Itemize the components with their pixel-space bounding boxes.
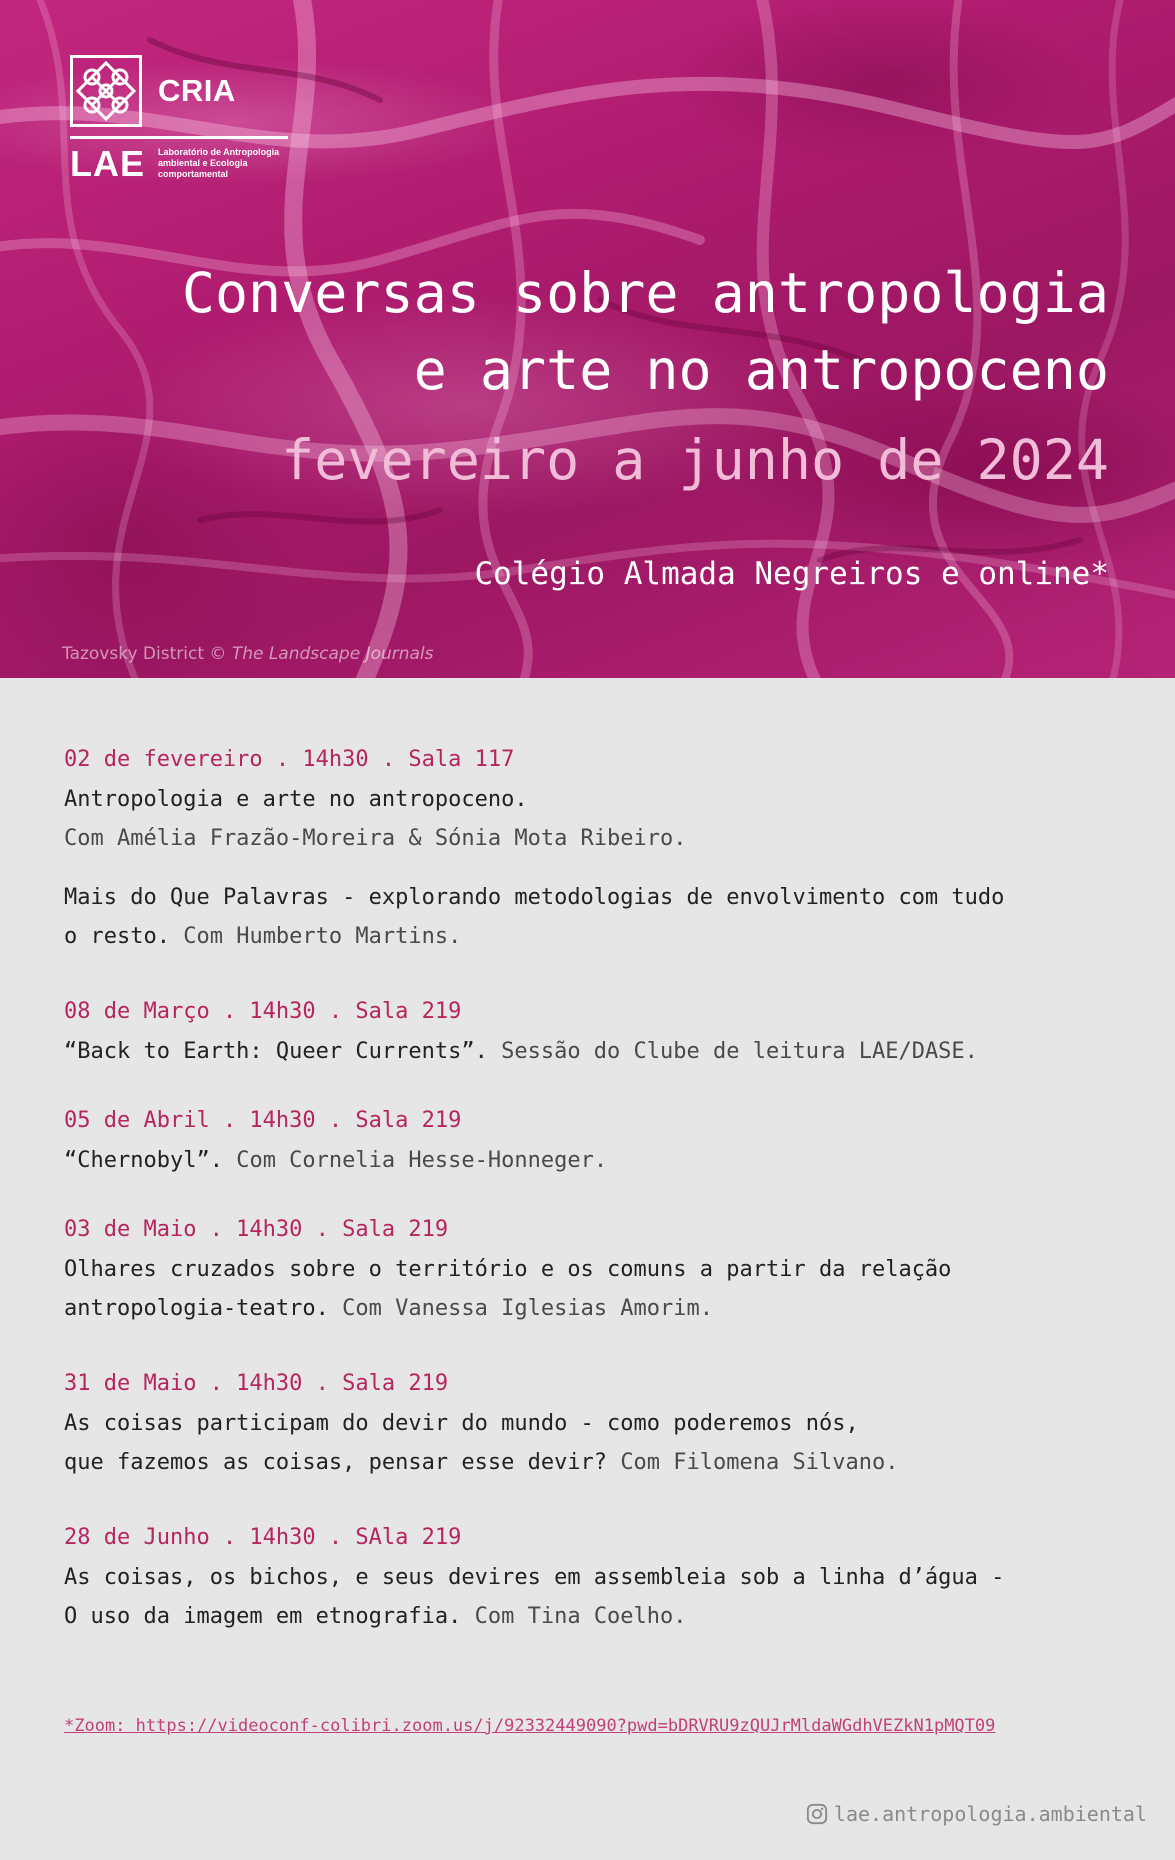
photo-credit [62, 644, 434, 664]
event-speaker: Sessão do Clube de leitura LAE/DASE. [501, 1039, 978, 1064]
logo-lab-fullname: Laboratório de Antropologia ambiental e Ecologia comportamental [158, 147, 280, 179]
event-talk-title: antropologia-teatro. [64, 1296, 329, 1321]
event-item [64, 1518, 1124, 1636]
event-date: 31 de Maio . 14h30 . Sala 219 [64, 1371, 449, 1396]
event-talk-title: As coisas participam do devir do mundo - como poderemos nós, [64, 1411, 859, 1436]
venue-text: Colégio Almada Negreiros e online* [474, 556, 1109, 592]
cria-lae-logo [70, 55, 290, 184]
event-talk-title: Antropologia e arte no antropoceno. [64, 787, 528, 812]
event-talk-title: o resto. [64, 924, 170, 949]
logo-lae-text: LAE [70, 143, 145, 184]
instagram-handle[interactable] [806, 1802, 1147, 1826]
event-talk [64, 1558, 1124, 1636]
event-talk-title: As coisas, os bichos, e seus devires em assembleia sob a linha d’água - [64, 1565, 1005, 1590]
event-talk-title: Mais do Que Palavras - explorando metodologias de envolvimento com tudo [64, 885, 1005, 910]
logo-divider [70, 136, 288, 139]
event-talk-title: que fazemos as coisas, pensar esse devir? [64, 1450, 608, 1475]
event-date: 03 de Maio . 14h30 . Sala 219 [64, 1217, 449, 1242]
date-range-subtitle: fevereiro a junho de 2024 [281, 428, 1109, 492]
event-talk-title: O uso da imagem em etnografia. [64, 1604, 462, 1629]
title-line-1: Conversas sobre antropologia [181, 261, 1109, 325]
event-talk [64, 878, 1124, 956]
event-list [64, 740, 1124, 1636]
event-talk [64, 1250, 1124, 1328]
instagram-handle-text: lae.antropologia.ambiental [833, 1802, 1147, 1826]
event-item [64, 1210, 1124, 1328]
event-speaker: Com Filomena Silvano. [620, 1450, 899, 1475]
event-talk-title: “Chernobyl”. [64, 1148, 223, 1173]
logo-cria-text: CRIA [158, 73, 236, 108]
event-speaker: Com Cornelia Hesse-Honneger. [236, 1148, 608, 1173]
event-talk-title: Olhares cruzados sobre o território e os comuns a partir da relação [64, 1257, 952, 1282]
instagram-icon [806, 1803, 828, 1825]
event-speaker: Com Amélia Frazão-Moreira & Sónia Mota Ribeiro. [64, 826, 687, 851]
event-date: 28 de Junho . 14h30 . SAla 219 [64, 1525, 462, 1550]
zoom-link[interactable]: *Zoom: https://videoconf-colibri.zoom.us/j/92332449090?pwd=bDRVRU9zQUJrMldaWGdhVEZkN1pMQT09 [64, 1716, 996, 1736]
event-speaker: Com Vanessa Iglesias Amorim. [342, 1296, 714, 1321]
event-talk [64, 1032, 1124, 1071]
cria-knot-logo-icon [70, 55, 142, 127]
event-item [64, 992, 1124, 1071]
header-banner [0, 0, 1175, 678]
event-speaker: Com Humberto Martins. [183, 924, 462, 949]
event-date: 02 de fevereiro . 14h30 . Sala 117 [64, 747, 515, 772]
title-line-2: e arte no antropoceno [413, 338, 1109, 402]
event-date: 08 de Março . 14h30 . Sala 219 [64, 999, 462, 1024]
event-talk [64, 1141, 1124, 1180]
event-talk-title: “Back to Earth: Queer Currents”. [64, 1039, 488, 1064]
event-speaker: Com Tina Coelho. [474, 1604, 687, 1629]
photo-credit-source: The Landscape Journals [231, 644, 434, 664]
event-item [64, 740, 1124, 956]
event-date: 05 de Abril . 14h30 . Sala 219 [64, 1108, 462, 1133]
event-item [64, 1364, 1124, 1482]
event-item [64, 1101, 1124, 1180]
event-talk [64, 780, 1124, 858]
event-talk [64, 1404, 1124, 1482]
photo-credit-place: Tazovsky District © [62, 644, 227, 664]
